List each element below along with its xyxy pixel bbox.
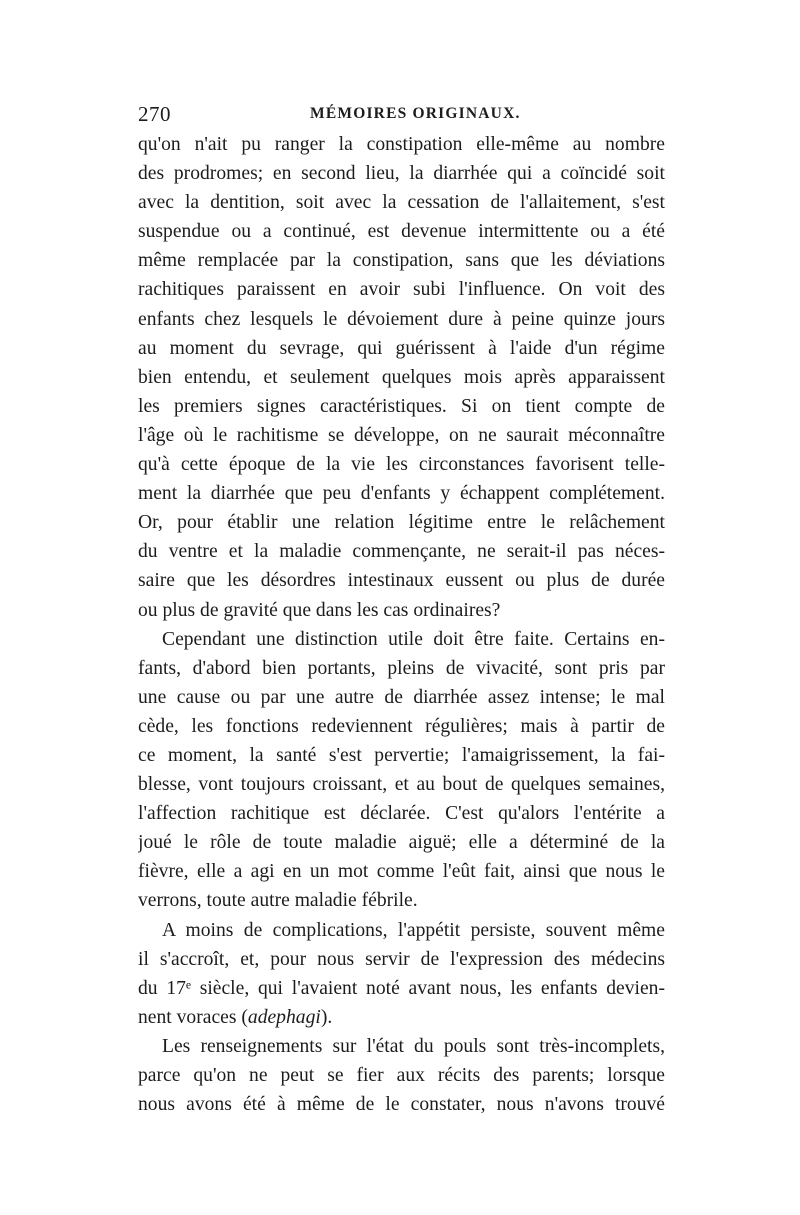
italic-term: adephagi <box>247 1006 321 1028</box>
text-line-content: qu'à cette époque de la vie les circonstances favorisent telle- <box>138 454 665 476</box>
text-line <box>138 363 665 392</box>
text-line-content: l'affection rachitique est déclarée. C'est qu'alors l'entérite a <box>138 803 665 825</box>
text-line <box>138 799 665 828</box>
text-line <box>138 1032 665 1061</box>
text-line <box>138 1003 665 1032</box>
text-line-content: Les renseignements sur l'état du pouls sont très-incomplets, <box>162 1035 665 1057</box>
text-line-content: du ventre et la maladie commençante, ne serait-il pas néces- <box>138 541 665 563</box>
text-line-content: qu'on n'ait pu ranger la constipation elle-même au nombre <box>138 134 665 155</box>
text-line <box>138 683 665 712</box>
text-line <box>138 945 665 974</box>
text-line <box>138 392 665 421</box>
text-line-content: parce qu'on ne peut se fier aux récits des parents; lorsque <box>138 1065 665 1086</box>
text-line-content: une cause ou par une autre de diarrhée assez intense; le mal <box>138 686 665 708</box>
text-line-content: du 17ᵉ siècle, qui l'avaient noté avant nous, les enfants devien- <box>138 977 665 999</box>
text-line <box>138 217 665 246</box>
text-line-content: fants, d'abord bien portants, pleins de vivacité, sont pris par <box>138 657 665 679</box>
text-line <box>138 450 665 479</box>
text-line-content: fièvre, elle a agi en un mot comme l'eût fait, ainsi que nous le <box>138 861 665 883</box>
text-line <box>138 159 665 188</box>
text-line-content: au moment du sevrage, qui guérissent à l'aide d'un régime <box>138 337 665 359</box>
text-line <box>138 916 665 945</box>
text-line <box>138 508 665 537</box>
text-line <box>138 974 665 1003</box>
text-line-content: blesse, vont toujours croissant, et au bout de quelques semaines, <box>138 774 665 796</box>
text-line-content: des prodromes; en second lieu, la diarrhée qui a coïncidé soit <box>138 163 665 185</box>
text-line <box>138 188 665 217</box>
text-line <box>138 712 665 741</box>
running-head <box>138 100 665 128</box>
text-line-content: même remplacée par la constipation, sans que les déviations <box>138 250 665 272</box>
text-line <box>138 625 665 654</box>
text-line-content: les premiers signes caractéristiques. Si on tient compte de <box>138 395 665 417</box>
text-line-content: joué le rôle de toute maladie aiguë; elle a déterminé de la <box>138 832 665 854</box>
text-line-content: Or, pour établir une relation légitime entre le relâchement <box>138 512 665 534</box>
text-line <box>138 305 665 334</box>
text-line <box>138 421 665 450</box>
body-text <box>138 130 665 1119</box>
text-line-content: saire que les désordres intestinaux eussent ou plus de durée <box>138 570 665 592</box>
text-line <box>138 566 665 595</box>
text-line-content: avec la dentition, soit avec la cessation de l'allaitement, s'est <box>138 192 665 214</box>
page-number: 270 <box>138 102 171 126</box>
text-line <box>138 596 665 625</box>
text-line-content: il s'accroît, et, pour nous servir de l'expression des médecins <box>138 948 665 970</box>
text-line <box>138 479 665 508</box>
text-line-content: bien entendu, et seulement quelques mois après apparaissent <box>138 366 665 388</box>
text-line-content: l'âge où le rachitisme se développe, on ne saurait méconnaître <box>138 424 665 446</box>
text-line-content: cède, les fonctions redeviennent régulières; mais à partir de <box>138 715 665 737</box>
running-title: MÉMOIRES ORIGINAUX. <box>310 105 521 122</box>
text-line <box>138 828 665 857</box>
text-line-content: suspendue ou a continué, est devenue intermittente ou a été <box>138 221 665 243</box>
text-line <box>138 886 665 915</box>
text-line <box>138 246 665 275</box>
text-line <box>138 130 665 159</box>
text-line <box>138 770 665 799</box>
text-line <box>138 1061 665 1090</box>
text-line-content: Cependant une distinction utile doit être faite. Certains en- <box>162 628 665 650</box>
text-line <box>138 654 665 683</box>
text-line <box>138 1090 665 1119</box>
text-line-tail: ). <box>320 1006 333 1028</box>
text-line-content: enfants chez lesquels le dévoiement dure à peine quinze jours <box>138 308 665 330</box>
text-line-content: nous avons été à même de le constater, nous n'avons trouvé <box>138 1094 665 1116</box>
text-line <box>138 741 665 770</box>
text-line <box>138 857 665 886</box>
text-line-content: nent voraces ( <box>138 1006 248 1028</box>
text-line-content: ou plus de gravité que dans les cas ordinaires? <box>138 599 501 621</box>
text-line-content: ment la diarrhée que peu d'enfants y échappent complétement. <box>138 483 665 505</box>
text-line-content: rachitiques paraissent en avoir subi l'influence. On voit des <box>138 279 665 301</box>
text-line-content: ce moment, la santé s'est pervertie; l'amaigrissement, la fai- <box>138 744 665 766</box>
text-line-content: A moins de complications, l'appétit persiste, souvent même <box>162 919 665 941</box>
text-line <box>138 275 665 304</box>
text-line <box>138 334 665 363</box>
text-line-content: verrons, toute autre maladie fébrile. <box>138 890 418 912</box>
text-line <box>138 537 665 566</box>
